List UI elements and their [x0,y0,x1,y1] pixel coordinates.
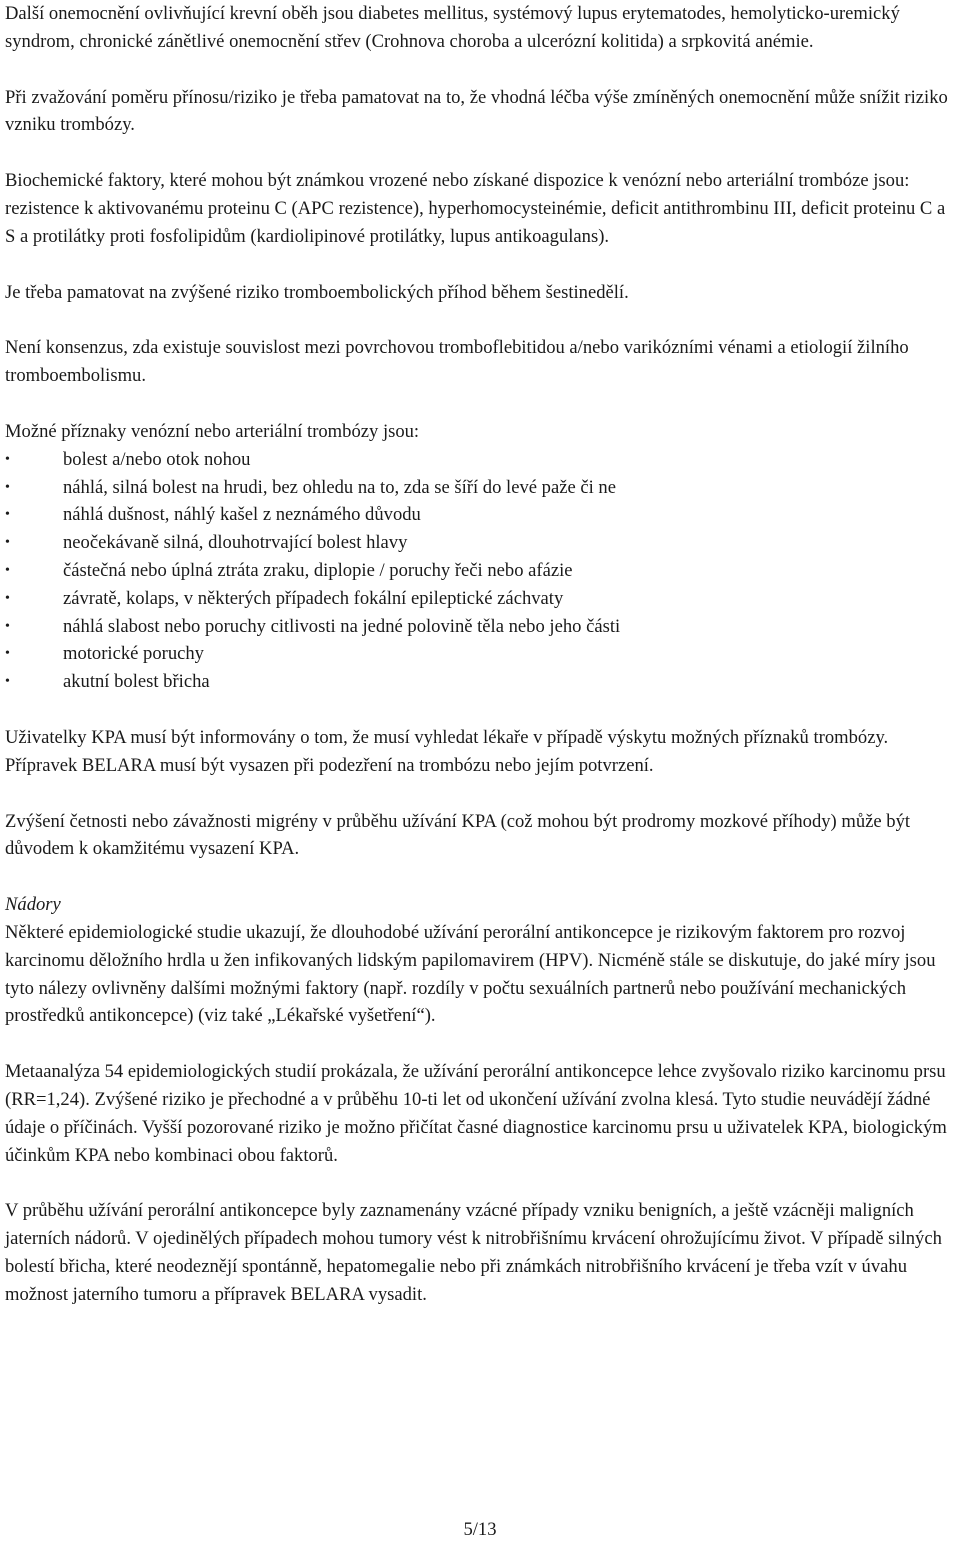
paragraph-thrombophlebitis: Není konsenzus, zda existuje souvislost mezi povrchovou tromboflebitidou a/nebo varikózními vénami a etiologií žilního tromboembolismu. [5,337,909,387]
list-item-text: závratě, kolaps, v některých případech fokální epileptické záchvaty [63,587,564,609]
list-item-text: akutní bolest břicha [63,671,210,693]
list-item [5,668,955,696]
list-item [5,501,955,529]
symptom-list [5,446,955,696]
paragraph-biochemical-factors: Biochemické faktory, které mohou být známkou vrozené nebo získané dispozice k venózní nebo arteriální trombóze jsou: rezistence k aktivovanému proteinu C (APC rezistence), hyperhomocysteinémie, deficit antithrombinu III, deficit proteinu C a S a protilátky proti fosfolipidům (kardiolipinové protilátky, lupus antikoagulans). [5,170,946,247]
list-item [5,640,955,668]
paragraph-migraine: Zvýšení četnosti nebo závažnosti migrény v průběhu užívání KPA (což mohou být prodromy mozkové příhody) může být důvodem k okamžitému vysazení KPA. [5,810,911,860]
list-item [5,613,955,641]
paragraph-circulatory-diseases: Další onemocnění ovlivňující krevní oběh jsou diabetes mellitus, systémový lupus erytematodes, hemolyticko-uremický syndrom, chronické zánětlivé onemocnění střev (Crohnova choroba a ulcerózní kolitida) a srpkovitá anémie. [5,3,900,52]
list-item-text: náhlá dušnost, náhlý kašel z neznámého důvodu [63,504,421,526]
list-item [5,557,955,585]
list-item-text: motorické poruchy [63,643,204,665]
bullet-icon: • [5,451,10,467]
list-item-text: náhlá, silná bolest na hrudi, bez ohledu na to, zda se šíří do levé paže či ne [63,476,616,498]
page-number: 5/13 [463,1519,497,1540]
bullet-icon: • [5,535,10,551]
paragraph-puerperium-risk: Je třeba pamatovat na zvýšené riziko tromboembolických příhod během šestinedělí. [5,281,629,303]
paragraph-cervical-cancer: Některé epidemiologické studie ukazují, že dlouhodobé užívání perorální antikoncepce je rizikovým faktorem pro rozvoj karcinomu děložního hrdla u žen infikovaných lidským papilomavirem (HPV). Nicméně stále se diskutuje, do jaké míry jsou tyto nálezy ovlivněny dalšími možnými faktory (např. rozdíly v počtu sexuálních partnerů nebo používání mechanických prostředků antikoncepce) (viz také „Lékařské vyšetření“). [5,921,936,1027]
list-item [5,585,955,613]
section-heading-tumors: Nádory [5,894,61,916]
document-page [5,0,955,1308]
paragraph-breast-cancer: Metaanalýza 54 epidemiologických studií prokázala, že užívání perorální antikoncepce lehce zvyšovalo riziko karcinomu prsu (RR=1,24). Zvýšené riziko je přechodné a v průběhu 10-ti let od ukončení užívání zvolna klesá. Tyto studie neuvádějí žádné údaje o příčinách. Vyšší pozorované riziko je možno přičítat časné diagnostice karcinomu prsu u uživatelek KPA, biologickým účinkům KPA nebo kombinaci obou faktorů. [5,1061,947,1166]
paragraph-user-information: Uživatelky KPA musí být informovány o tom, že musí vyhledat lékaře v případě výskytu možných příznaků trombózy. Přípravek BELARA musí být vysazen při podezření na trombózu nebo jejím potvrzení. [5,726,889,776]
bullet-icon: • [5,674,10,690]
paragraph-liver-tumors: V průběhu užívání perorální antikoncepce byly zaznamenány vzácné případy vzniku benigních, a ještě vzácněji maligních jaterních nádorů. V ojedinělých případech mohou tumory vést k nitrobřišnímu krvácení ohrožujícímu život. V případě silných bolestí břicha, které neodeznějí spontánně, hepatomegalie nebo při známkách nitrobřišního krvácení je třeba vzít v úvahu možnost jaterního tumoru a přípravek BELARA vysadit. [5,1200,942,1305]
bullet-icon: • [5,562,10,578]
bullet-icon: • [5,479,10,495]
list-item-text: částečná nebo úplná ztráta zraku, diplopie / poruchy řeči nebo afázie [63,559,573,581]
list-item [5,474,955,502]
list-item [5,529,955,557]
list-item-text: bolest a/nebo otok nohou [63,448,251,470]
bullet-icon: • [5,618,10,634]
list-item-text: neočekávaně silná, dlouhotrvající bolest hlavy [63,532,408,554]
paragraph-symptoms-intro: Možné příznaky venózní nebo arteriální trombózy jsou: [5,420,420,442]
bullet-icon: • [5,507,10,523]
list-item [5,446,955,474]
list-item-text: náhlá slabost nebo poruchy citlivosti na jedné polovině těla nebo jeho části [63,615,621,637]
bullet-icon: • [5,646,10,662]
bullet-icon: • [5,590,10,606]
paragraph-benefit-risk: Při zvažování poměru přínosu/riziko je třeba pamatovat na to, že vhodná léčba výše zmíněných onemocnění může snížit riziko vzniku trombózy. [5,86,948,136]
